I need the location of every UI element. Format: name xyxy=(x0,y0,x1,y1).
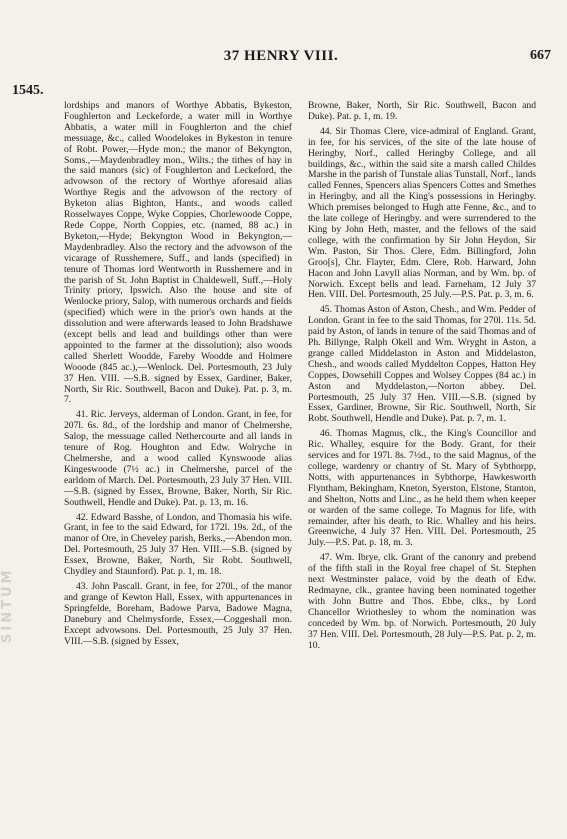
paragraph: Browne, Baker, North, Sir Ric. Southwell, Bacon and Duke). Pat. p. 1, m. 19. xyxy=(308,101,536,122)
paragraph: 43. John Pascall. Grant, in fee, for 270l., of the manor and grange of Kewton Hall, Essex, with appurtenances in Springfelde, Boreham, Badowe Parva, Badowe Magna, Danebury and Chelmysforde, Essex,—Coggeshall mon. Except advowsons. Del. Portesmouth, 25 July 37 Hen. VIII.—S.B. (signed by Essex, xyxy=(64,580,292,647)
page-number: 667 xyxy=(530,48,551,63)
paragraph: 47. Wm. Ibrye, clk. Grant of the canonry and prebend of the fifth stall in the Royal free chapel of St. Stephen next Westminster palace, void by the death of Edw. Redmayne, clk., grantee having been nominated together with John Buttre and Thos. Ebbe, clks., by Lord Chancellor Wriothesley to whom the nomination was conceded by Wm. bp. of Norwich. Portesmouth, 20 July 37 Hen. VIII. Del. Portesmouth, 28 July—P.S. Pat. p. 2, m. 10. xyxy=(308,552,536,651)
paragraph: lordships and manors of Worthye Abbatis, Bykeston, Foughlerton and Leckeforde, a water mill in Worthye Abbatis, a water mill in Foughlerton and the chief messuage, &c., called Woodelokes in Bykeston in tenure of Robt. Power,—Hyde mon.; the manor of Bekyngton, Soms.,—Maydenbradley mon., Wilts.; the tithes of hay in the said manors (sic) of Foughlerton and Leckeford, the advowson of the rectory of Worthye aforesaid alias Worthye Regis and the advowson of the rectory of Byketon alias Bighton, Hants., and woods called Rosselwayes Coppe, Wyke Coppies, Chorlewoode Coppe, Rede Coppe, North Coppies, etc. (named, 88 ac.) in Byketon,—Hyde; Bekyngton Wood in Bekyngton,—Maydenbradley. Also the rectory and the advowson of the vicarage of Russhemere, Suff., and lands (specified) in tenure of Thomas lord Wentworth in Russhemere and in the parish of St. John Baptist in Chaldewell, Suff.,—Holy Trinity priory, Ipswich. Also the house and site of Wenlocke priory, Salop, with numerous orchards and fields (specified) which were in the prior's own hands at the dissolution and were afterwards leased to John Bradshawe (except bells and lead and buildings other than were appointed to the farmer at the dissolution); also woods called Sherlett Woodde, Fareby Woodde and Holmere Wooode (845 ac.),—Wenlock. Del. Portesmouth, 23 July 37 Hen. VIII. —S.B. signed by Essex, Gardiner, Baker, North, Sir Ric. Southwell, Bacon and Duke). Pat. p. 3, m. 7. xyxy=(64,101,292,406)
paragraph: 45. Thomas Aston of Aston, Chesh., and Wm. Pedder of London. Grant in fee to the said Thomas, for 270l. 11s. 5d. paid by Aston, of lands in tenure of the said Thomas and of Ph. Billynge, Ralph Okell and Wm. Wryght in Aston, a grange called Middelaston in Aston and Middelaston, Chesh., and woods called Myddelton Coppes, Hatton Hey Coppes, Dowsehill Coppes and Wolsey Coppes (84 ac.) in Aston and Myddelaston,—Norton abbey. Del. Portesmouth, 25 July 37 Hen. VIII.—S.B. (signed by Essex, Gardiner, Browne, Sir Ric. Southwell, North, Sir Robt. Southwell, Hendle and Duke). Pat. p. 7, m. 1. xyxy=(308,304,536,425)
left-column xyxy=(64,101,292,823)
right-column xyxy=(308,101,536,823)
running-header-title: 37 HENRY VIII. xyxy=(223,48,339,64)
paragraph: 42. Edward Basshe, of London, and Thomasia his wife. Grant, in fee to the said Edward, for 172l. 19s. 2d., of the manor of Ore, in Cheveley parish, Berks.,—Abendon mon. Del. Portesmouth, 25 July 37 Hen. VIII.—S.B. (signed by Essex, Browne, Baker, North, Sir Robt. Southwell, Chydley and Staunford). Pat. p. 1, m. 18. xyxy=(64,511,292,578)
library-stamp-watermark: SINTUM xyxy=(0,567,15,643)
paragraph: 46. Thomas Magnus, clk., the King's Councillor and Ric. Whalley, esquire for the Body. Grant, for their services and for 197l. 8s. 7½d., to the said Magnus, of the college, wardenry or chantry of St. Mary of Sybthorpp, Notts, with appurtenances in Sybthorpe, Hawkesworth Flyntham, Bekingham, Kneton, Syerston, Elstone, Stanton, and Shelton, Notts and Linc., as he held them when keeper or warden of the same college. To Magnus for life, with remainder, after his death, to Ric. Whalley and his heirs. Greenwiche, 4 July 37 Hen. VIII. Del. Portesmouth, 25 July.—P.S. Pat. p. 18, m. 3. xyxy=(308,428,536,549)
paragraph: 44. Sir Thomas Clere, vice-admiral of England. Grant, in fee, for his services, of the site of the late house of Heringby, Norf., called Heringby College, and all buildings, &c., within the said site a marsh called Childes Marshe in the parish of Tunstale alias Tunstall, Norf., lands called Fennes, Spencers alias Spencers Cottes and Smethes in Heringby, and all the King's possessions in Heringby. Which premises belonged to Hugh atte Fenne, &c., and to the late college of Heringby. and were surrendered to the King by John Heth, master, and the fellows of the said college, with the confirmation by Sir John Heydon, Sir Wm. Paston, Sir Thos. Clere, Edm. Billingford, John Groo[s], Chr. Flayter, Edm. Clere, Rob. Harward, John Hacon and John Lavyll alias Norman, and by Wm. bp. of Norwich. Except bells and lead. Farneham, 12 July 37 Hen. VIII. Del. Portesmouth, 25 July.—P.S. Pat. p. 3, m. 6. xyxy=(308,125,536,301)
paragraph: 41. Ric. Jerveys, alderman of London. Grant, in fee, for 207l. 6s. 8d., of the lordship and manor of Chelmershe, Salop, the messuage called Nethercourte and all lands in tenure of Rog. Houghton and Edw. Wolryche in Chelmershe, and a wood called Kynswoode alias Kingeswoode (7½ ac.) in Chelmershe, parcel of the earldom of March. Del. Portesmouth, 23 July 37 Hen. VIII.—S.B. (signed by Essex, Browne, Baker, North, Sir Ric. Southwell, Hendle and Duke). Pat. p. 13, m. 16. xyxy=(64,409,292,508)
year-marker: 1545. xyxy=(12,83,44,98)
